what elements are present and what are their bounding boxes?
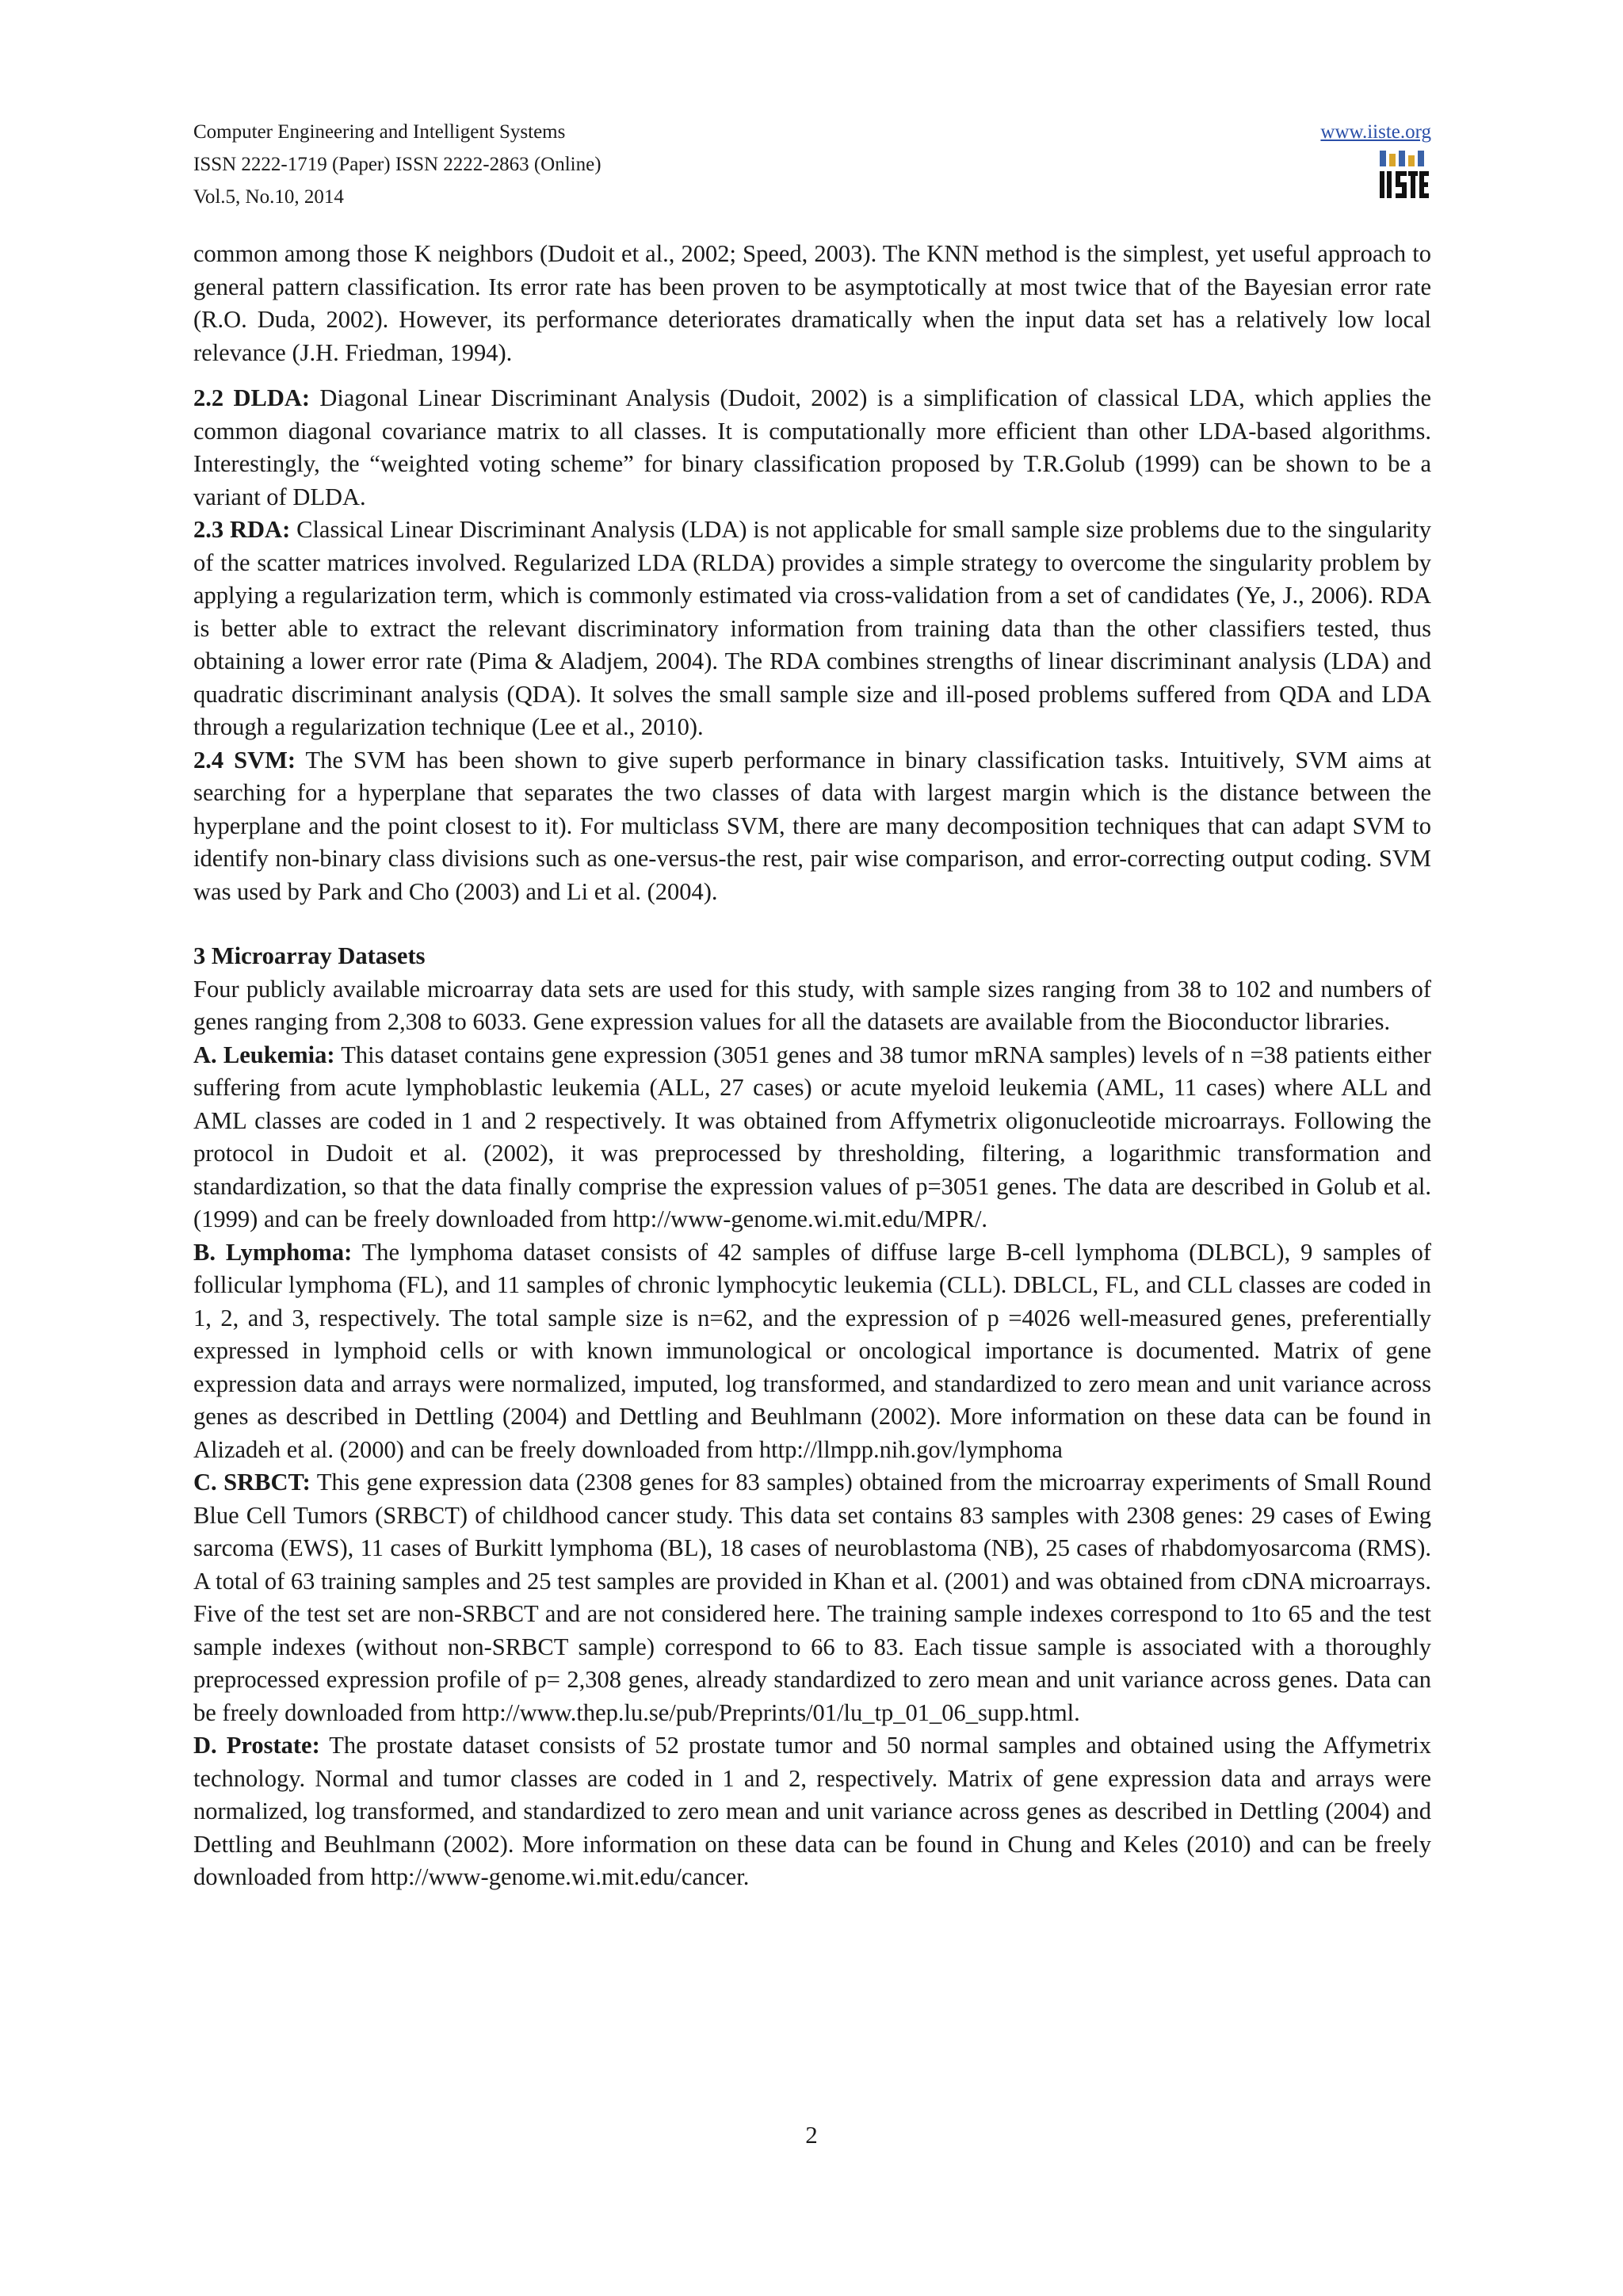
journal-volume: Vol.5, No.10, 2014	[193, 186, 344, 208]
svm-paragraph	[193, 744, 1431, 909]
knn-paragraph: common among those K neighbors (Dudoit et al., 2002; Speed, 2003). The KNN method is the simplest, yet useful approach to general pattern classification. Its error rate has been proven to be asymptotically at most twice that of the Bayesian error rate (R.O. Duda, 2002). However, its performance deteriorates dramatically when the input data set has a relatively low local relevance (J.H. Friedman, 1994).	[193, 240, 1431, 366]
prostate-heading: D. Prostate:	[193, 1732, 320, 1759]
srbct-paragraph	[193, 1466, 1431, 1729]
dlda-heading: 2.2 DLDA:	[193, 384, 311, 411]
article-body	[193, 238, 1431, 1894]
iiste-logo	[1377, 149, 1430, 201]
dlda-paragraph	[193, 382, 1431, 514]
section-3-title: 3 Microarray Datasets	[193, 942, 426, 969]
leukemia-heading: A. Leukemia:	[193, 1041, 335, 1068]
journal-issn: ISSN 2222-1719 (Paper) ISSN 2222-2863 (Online)	[193, 154, 601, 175]
rda-heading: 2.3 RDA:	[193, 516, 291, 543]
svm-heading: 2.4 SVM:	[193, 746, 296, 774]
section-3-intro: Four publicly available microarray data sets are used for this study, with sample sizes ranging from 38 to 102 and numbers of genes ranging from 2,308 to 6033. Gene expression values for all the datasets are available from the Bioconductor libraries.	[193, 975, 1431, 1035]
lymphoma-paragraph	[193, 1236, 1431, 1467]
svm-text: The SVM has been shown to give superb performance in binary classification tasks. Intuitively, SVM aims at searching for a hyperplane that separates the two classes of data with largest margin which is the distance between the hyperplane and the point closest to it). For multiclass SVM, there are many decomposition techniques that can adapt SVM to identify non-binary class divisions such as one-versus-the rest, pair wise comparison, and error-correcting output coding. SVM was used by Park and Cho (2003) and Li et al. (2004).	[193, 746, 1432, 905]
leukemia-paragraph	[193, 1039, 1431, 1236]
rda-text: Classical Linear Discriminant Analysis (LDA) is not applicable for small sample size problems due to the singularity of the scatter matrices involved. Regularized LDA (RLDA) provides a simple strategy to overcome the singularity problem by applying a regularization term, which is commonly estimated via cross-validation from a set of candidates (Ye, J., 2006). RDA is better able to extract the relevant discriminatory information from training data than the other classifiers tested, thus obtaining a lower error rate (Pima & Aladjem, 2004). The RDA combines strengths of linear discriminant analysis (LDA) and quadratic discriminant analysis (QDA). It solves the small sample size and ill-posed problems suffered from QDA and LDA through a regularization technique (Lee et al., 2010).	[193, 516, 1431, 740]
lymphoma-text: The lymphoma dataset consists of 42 samples of diffuse large B-cell lymphoma (DLBCL), 9 samples of follicular lymphoma (FL), and 11 samples of chronic lymphocytic leukemia (CLL). DBLCL, FL, and CLL classes are coded in 1, 2, and 3, respectively. The total sample size is n=62, and the expression of p =4026 well-measured genes, preferentially expressed in lymphoid cells or with known immunological or oncological importance is documented. Matrix of gene expression data and arrays were normalized, imputed, log transformed, and standardized to zero mean and unit variance across genes as described in Dettling (2004) and Dettling and Beuhlmann (2002). More information on these data can be found in Alizadeh et al. (2000) and can be freely downloaded from http://llmpp.nih.gov/lymphoma	[193, 1238, 1431, 1463]
journal-title: Computer Engineering and Intelligent Systems	[193, 121, 566, 143]
website-link[interactable]: www.iiste.org	[1320, 121, 1431, 143]
srbct-text: This gene expression data (2308 genes for 83 samples) obtained from the microarray experiments of Small Round Blue Cell Tumors (SRBCT) of childhood cancer study. This data set contains 83 samples with 2308 genes: 29 cases of Ewing sarcoma (EWS), 11 cases of Burkitt lymphoma (BL), 18 cases of neuroblastoma (NB), 25 cases of rhabdomyosarcoma (RMS). A total of 63 training samples and 25 test samples are provided in Khan et al. (2001) and was obtained from cDNA microarrays. Five of the test set are non-SRBCT and are not considered here. The training sample indexes correspond to 1to 65 and the test sample indexes (without non-SRBCT sample) correspond to 66 to 83. Each tissue sample is associated with a thoroughly preprocessed expression profile of p= 2,308 genes, already standardized to zero mean and unit variance across genes. Data can be freely downloaded from http://www.thep.lu.se/pub/Preprints/01/lu_tp_01_06_supp.html.	[193, 1469, 1432, 1726]
lymphoma-heading: B. Lymphoma:	[193, 1238, 353, 1266]
prostate-paragraph	[193, 1729, 1431, 1894]
section-3-heading	[193, 940, 1431, 973]
srbct-heading: C. SRBCT:	[193, 1469, 311, 1496]
leukemia-text: This dataset contains gene expression (3051 genes and 38 tumor mRNA samples) levels of n =38 patients either suffering from acute lymphoblastic leukemia (ALL, 27 cases) or acute myeloid leukemia (AML, 11 cases) where ALL and AML classes are coded in 1 and 2 respectively. It was obtained from Affymetrix oligonucleotide microarrays. Following the protocol in Dudoit et al. (2002), it was preprocessed by thresholding, filtering, a logarithmic transformation and standardization, so that the data finally comprise the expression values of p=3051 genes. The data are described in Golub et al. (1999) and can be freely downloaded from http://www-genome.wi.mit.edu/MPR/.	[193, 1041, 1431, 1232]
page-number: 2	[805, 2121, 818, 2149]
journal-header	[193, 116, 601, 213]
rda-paragraph	[193, 514, 1431, 744]
dlda-text: Diagonal Linear Discriminant Analysis (Dudoit, 2002) is a simplification of classical LDA, which applies the common diagonal covariance matrix to all classes. It is computationally more efficient than other LDA-based algorithms. Interestingly, the “weighted voting scheme” for binary classification proposed by T.R.Golub (1999) can be shown to be a variant of DLDA.	[193, 384, 1431, 510]
prostate-text: The prostate dataset consists of 52 prostate tumor and 50 normal samples and obtained using the Affymetrix technology. Normal and tumor classes are coded in 1 and 2, respectively. Matrix of gene expression data and arrays were normalized, log transformed, and standardized to zero mean and unit variance across genes as described in Dettling (2004) and Dettling and Beuhlmann (2002). More information on these data can be found in Chung and Keles (2010) and can be freely downloaded from http://www-genome.wi.mit.edu/cancer.	[193, 1732, 1431, 1890]
